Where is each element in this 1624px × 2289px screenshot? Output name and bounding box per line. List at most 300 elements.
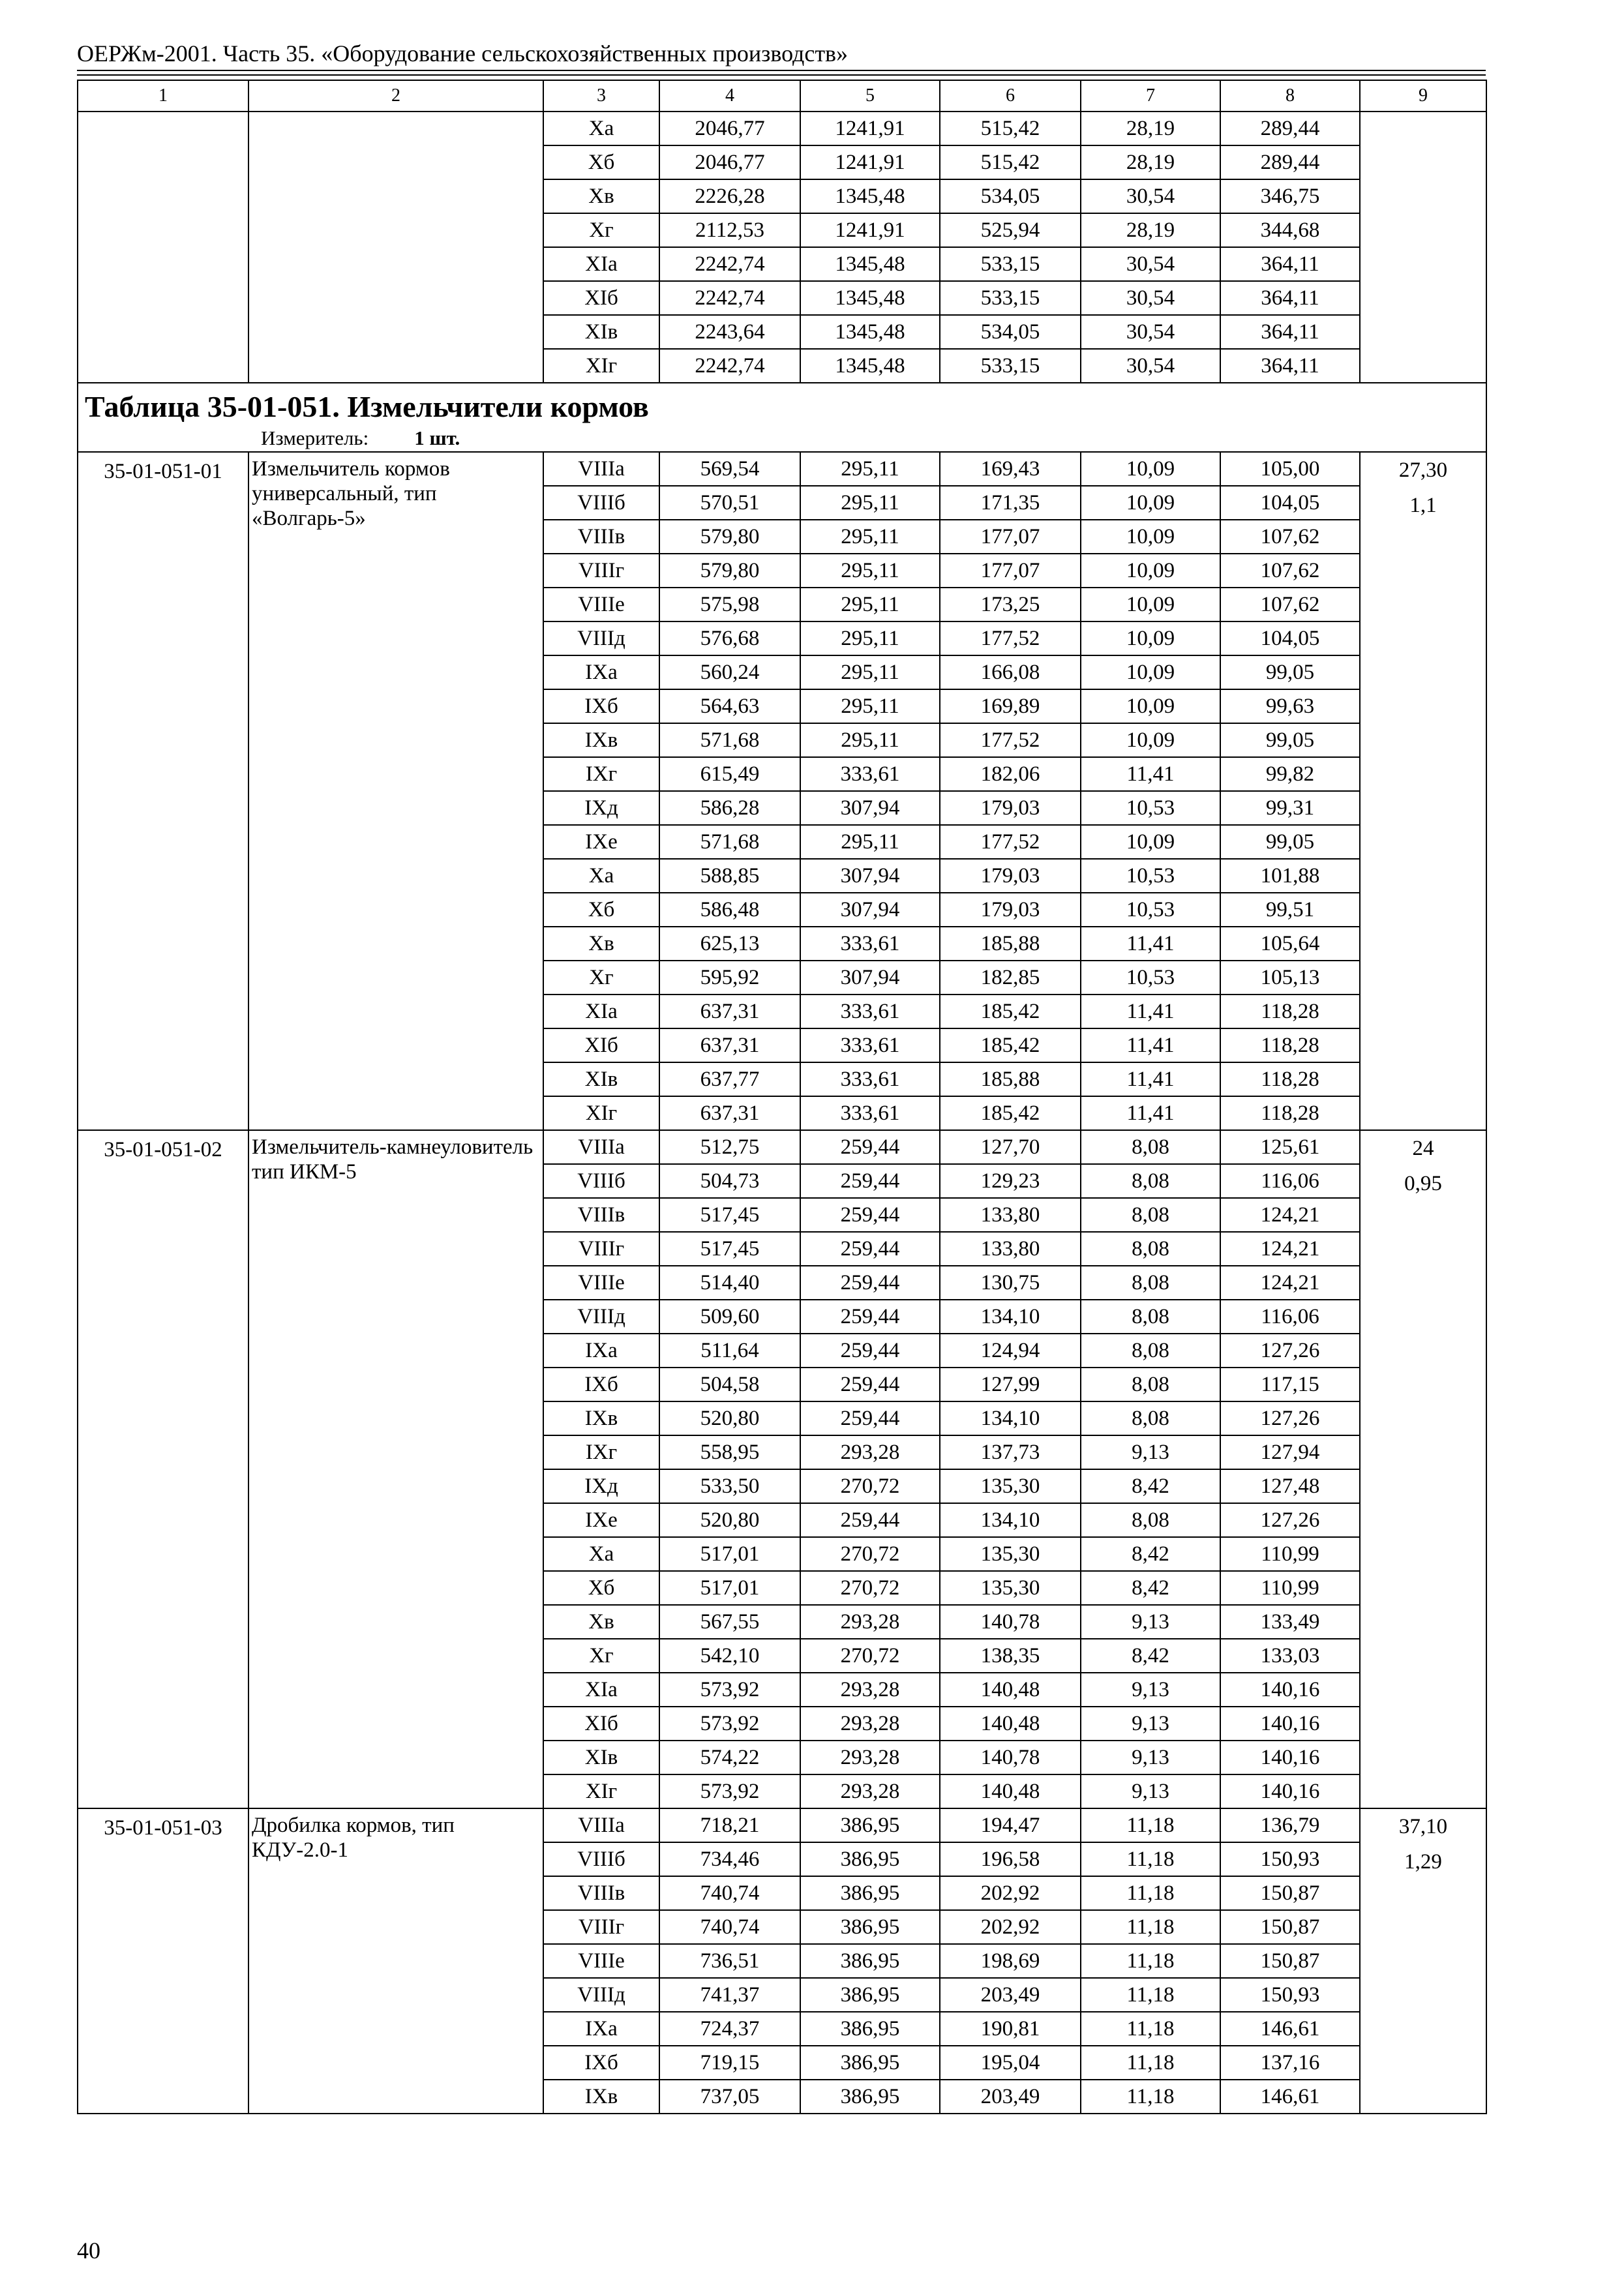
region-code-cell: IXд bbox=[543, 791, 659, 825]
value-cell: 169,43 bbox=[940, 452, 1081, 486]
region-code-cell: Xг bbox=[543, 1639, 659, 1673]
value-cell: 11,41 bbox=[1081, 1028, 1220, 1062]
region-code-cell: VIIIг bbox=[543, 1910, 659, 1944]
value-cell: 270,72 bbox=[800, 1639, 940, 1673]
value-cell: 344,68 bbox=[1220, 213, 1360, 247]
value-cell: 11,18 bbox=[1081, 2080, 1220, 2114]
column-9-value: 1,1 bbox=[1409, 494, 1437, 517]
column-number-row bbox=[78, 80, 1486, 112]
value-cell: 185,42 bbox=[940, 995, 1081, 1028]
column-number: 5 bbox=[800, 80, 940, 112]
value-cell: 10,09 bbox=[1081, 520, 1220, 554]
value-cell: 107,62 bbox=[1220, 554, 1360, 588]
value-cell: 137,73 bbox=[940, 1435, 1081, 1469]
region-code-cell: IXв bbox=[543, 723, 659, 757]
value-cell: 10,53 bbox=[1081, 893, 1220, 927]
column-number: 3 bbox=[543, 80, 659, 112]
value-cell: 8,08 bbox=[1081, 1300, 1220, 1334]
value-cell: 333,61 bbox=[800, 1062, 940, 1096]
region-code-cell: Xa bbox=[543, 1537, 659, 1571]
value-cell: 295,11 bbox=[800, 723, 940, 757]
region-code-cell: VIIIa bbox=[543, 1808, 659, 1842]
value-cell: 10,09 bbox=[1081, 486, 1220, 520]
value-cell: 177,52 bbox=[940, 723, 1081, 757]
value-cell: 11,18 bbox=[1081, 2046, 1220, 2080]
value-cell: 8,08 bbox=[1081, 1198, 1220, 1232]
item-name: Измельчитель кормов универсальный, тип «Волгарь-5» bbox=[248, 452, 543, 1130]
region-code-cell: Xб bbox=[543, 893, 659, 927]
value-cell: 105,13 bbox=[1220, 961, 1360, 995]
value-cell: 150,87 bbox=[1220, 1876, 1360, 1910]
value-cell: 195,04 bbox=[940, 2046, 1081, 2080]
value-cell: 364,11 bbox=[1220, 349, 1360, 383]
value-cell: 333,61 bbox=[800, 927, 940, 961]
region-code-cell: VIIIд bbox=[543, 621, 659, 655]
value-cell: 10,09 bbox=[1081, 452, 1220, 486]
value-cell: 293,28 bbox=[800, 1774, 940, 1808]
value-cell: 198,69 bbox=[940, 1944, 1081, 1978]
value-cell: 130,75 bbox=[940, 1266, 1081, 1300]
value-cell: 10,09 bbox=[1081, 621, 1220, 655]
value-cell: 129,23 bbox=[940, 1164, 1081, 1198]
value-cell: 2242,74 bbox=[659, 281, 800, 315]
value-cell: 127,48 bbox=[1220, 1469, 1360, 1503]
value-cell: 8,08 bbox=[1081, 1401, 1220, 1435]
value-cell: 740,74 bbox=[659, 1876, 800, 1910]
value-cell: 504,58 bbox=[659, 1368, 800, 1401]
value-cell: 127,26 bbox=[1220, 1503, 1360, 1537]
value-cell: 2242,74 bbox=[659, 349, 800, 383]
value-cell: 1345,48 bbox=[800, 281, 940, 315]
value-cell: 295,11 bbox=[800, 621, 940, 655]
column-number: 6 bbox=[940, 80, 1081, 112]
value-cell: 289,44 bbox=[1220, 112, 1360, 145]
column-number: 2 bbox=[248, 80, 543, 112]
value-cell: 11,41 bbox=[1081, 1062, 1220, 1096]
value-cell: 194,47 bbox=[940, 1808, 1081, 1842]
value-cell: 140,16 bbox=[1220, 1673, 1360, 1707]
value-cell: 8,42 bbox=[1081, 1537, 1220, 1571]
value-cell: 177,52 bbox=[940, 621, 1081, 655]
value-cell: 118,28 bbox=[1220, 1028, 1360, 1062]
value-cell: 140,16 bbox=[1220, 1707, 1360, 1741]
value-cell: 289,44 bbox=[1220, 145, 1360, 179]
value-cell: 8,42 bbox=[1081, 1639, 1220, 1673]
column-9-cell bbox=[1360, 452, 1486, 1130]
value-cell: 135,30 bbox=[940, 1469, 1081, 1503]
value-cell: 124,21 bbox=[1220, 1266, 1360, 1300]
value-cell: 10,53 bbox=[1081, 859, 1220, 893]
value-cell: 179,03 bbox=[940, 859, 1081, 893]
value-cell: 2226,28 bbox=[659, 179, 800, 213]
value-cell: 10,09 bbox=[1081, 588, 1220, 621]
column-number: 1 bbox=[78, 80, 248, 112]
value-cell: 99,05 bbox=[1220, 723, 1360, 757]
value-cell: 117,15 bbox=[1220, 1368, 1360, 1401]
value-cell: 515,42 bbox=[940, 145, 1081, 179]
value-cell: 2243,64 bbox=[659, 315, 800, 349]
region-code-cell: XIв bbox=[543, 1062, 659, 1096]
value-cell: 10,09 bbox=[1081, 723, 1220, 757]
value-cell: 386,95 bbox=[800, 1944, 940, 1978]
value-cell: 8,08 bbox=[1081, 1266, 1220, 1300]
region-code-cell: IXг bbox=[543, 757, 659, 791]
value-cell: 386,95 bbox=[800, 1910, 940, 1944]
column-9-value: 27,30 bbox=[1398, 458, 1448, 482]
value-cell: 140,16 bbox=[1220, 1741, 1360, 1774]
value-cell: 386,95 bbox=[800, 2046, 940, 2080]
value-cell: 569,54 bbox=[659, 452, 800, 486]
description-cell bbox=[248, 112, 543, 383]
value-cell: 10,09 bbox=[1081, 689, 1220, 723]
value-cell: 259,44 bbox=[800, 1164, 940, 1198]
value-cell: 140,48 bbox=[940, 1707, 1081, 1741]
column-number: 8 bbox=[1220, 80, 1360, 112]
value-cell: 333,61 bbox=[800, 1096, 940, 1130]
value-cell: 534,05 bbox=[940, 179, 1081, 213]
value-cell: 28,19 bbox=[1081, 213, 1220, 247]
value-cell: 259,44 bbox=[800, 1130, 940, 1164]
value-cell: 2242,74 bbox=[659, 247, 800, 281]
value-cell: 520,80 bbox=[659, 1401, 800, 1435]
header-rule bbox=[77, 74, 1486, 76]
value-cell: 586,28 bbox=[659, 791, 800, 825]
value-cell: 127,94 bbox=[1220, 1435, 1360, 1469]
value-cell: 177,07 bbox=[940, 554, 1081, 588]
value-cell: 110,99 bbox=[1220, 1571, 1360, 1605]
region-code-cell: IXд bbox=[543, 1469, 659, 1503]
value-cell: 133,80 bbox=[940, 1232, 1081, 1266]
region-code-cell: XIв bbox=[543, 315, 659, 349]
value-cell: 133,80 bbox=[940, 1198, 1081, 1232]
value-cell: 8,08 bbox=[1081, 1368, 1220, 1401]
region-code-cell: IXб bbox=[543, 689, 659, 723]
value-cell: 105,64 bbox=[1220, 927, 1360, 961]
item-name: Дробилка кормов, тип КДУ-2.0-1 bbox=[248, 1808, 543, 2114]
value-cell: 107,62 bbox=[1220, 588, 1360, 621]
value-cell: 138,35 bbox=[940, 1639, 1081, 1673]
value-cell: 150,93 bbox=[1220, 1842, 1360, 1876]
region-code-cell: IXa bbox=[543, 2012, 659, 2046]
value-cell: 30,54 bbox=[1081, 281, 1220, 315]
region-code-cell: VIIIв bbox=[543, 1198, 659, 1232]
table-row bbox=[78, 112, 1486, 145]
value-cell: 11,41 bbox=[1081, 1096, 1220, 1130]
column-9-cell bbox=[1360, 1808, 1486, 2114]
value-cell: 511,64 bbox=[659, 1334, 800, 1368]
value-cell: 364,11 bbox=[1220, 247, 1360, 281]
value-cell: 107,62 bbox=[1220, 520, 1360, 554]
region-code-cell: VIIIг bbox=[543, 1232, 659, 1266]
header-rule bbox=[77, 70, 1486, 71]
value-cell: 270,72 bbox=[800, 1469, 940, 1503]
value-cell: 564,63 bbox=[659, 689, 800, 723]
value-cell: 8,08 bbox=[1081, 1130, 1220, 1164]
value-cell: 737,05 bbox=[659, 2080, 800, 2114]
value-cell: 127,26 bbox=[1220, 1334, 1360, 1368]
value-cell: 386,95 bbox=[800, 2080, 940, 2114]
value-cell: 185,88 bbox=[940, 1062, 1081, 1096]
value-cell: 11,18 bbox=[1081, 1910, 1220, 1944]
region-code-cell: IXe bbox=[543, 825, 659, 859]
value-cell: 637,31 bbox=[659, 995, 800, 1028]
value-cell: 533,15 bbox=[940, 281, 1081, 315]
value-cell: 11,41 bbox=[1081, 757, 1220, 791]
region-code-cell: Xг bbox=[543, 961, 659, 995]
value-cell: 595,92 bbox=[659, 961, 800, 995]
value-cell: 270,72 bbox=[800, 1537, 940, 1571]
value-cell: 10,09 bbox=[1081, 554, 1220, 588]
value-cell: 307,94 bbox=[800, 791, 940, 825]
value-cell: 1345,48 bbox=[800, 315, 940, 349]
region-code-cell: IXe bbox=[543, 1503, 659, 1537]
column-number: 9 bbox=[1360, 80, 1486, 112]
value-cell: 8,08 bbox=[1081, 1164, 1220, 1198]
value-cell: 137,16 bbox=[1220, 2046, 1360, 2080]
value-cell: 295,11 bbox=[800, 520, 940, 554]
value-cell: 10,53 bbox=[1081, 791, 1220, 825]
item-code: 35-01-051-03 bbox=[78, 1808, 248, 2114]
value-cell: 517,45 bbox=[659, 1198, 800, 1232]
value-cell: 169,89 bbox=[940, 689, 1081, 723]
value-cell: 10,53 bbox=[1081, 961, 1220, 995]
value-cell: 182,06 bbox=[940, 757, 1081, 791]
value-cell: 346,75 bbox=[1220, 179, 1360, 213]
value-cell: 364,11 bbox=[1220, 281, 1360, 315]
value-cell: 1345,48 bbox=[800, 179, 940, 213]
value-cell: 11,18 bbox=[1081, 2012, 1220, 2046]
value-cell: 293,28 bbox=[800, 1605, 940, 1639]
value-cell: 573,92 bbox=[659, 1774, 800, 1808]
region-code-cell: Xб bbox=[543, 1571, 659, 1605]
value-cell: 259,44 bbox=[800, 1232, 940, 1266]
value-cell: 179,03 bbox=[940, 893, 1081, 927]
value-cell: 512,75 bbox=[659, 1130, 800, 1164]
region-code-cell: IXб bbox=[543, 2046, 659, 2080]
value-cell: 11,41 bbox=[1081, 927, 1220, 961]
value-cell: 133,03 bbox=[1220, 1639, 1360, 1673]
unit-value: 1 шт. bbox=[414, 426, 460, 449]
value-cell: 533,50 bbox=[659, 1469, 800, 1503]
value-cell: 104,05 bbox=[1220, 621, 1360, 655]
value-cell: 182,85 bbox=[940, 961, 1081, 995]
value-cell: 293,28 bbox=[800, 1435, 940, 1469]
value-cell: 9,13 bbox=[1081, 1673, 1220, 1707]
table-row bbox=[78, 452, 1486, 486]
column-9-value: 0,95 bbox=[1404, 1172, 1442, 1195]
value-cell: 520,80 bbox=[659, 1503, 800, 1537]
region-code-cell: VIIIe bbox=[543, 1944, 659, 1978]
value-cell: 135,30 bbox=[940, 1537, 1081, 1571]
value-cell: 134,10 bbox=[940, 1503, 1081, 1537]
value-cell: 534,05 bbox=[940, 315, 1081, 349]
column-number: 7 bbox=[1081, 80, 1220, 112]
value-cell: 533,15 bbox=[940, 349, 1081, 383]
table-row bbox=[78, 1808, 1486, 1842]
column-9-cell bbox=[1360, 1130, 1486, 1808]
value-cell: 177,07 bbox=[940, 520, 1081, 554]
value-cell: 185,42 bbox=[940, 1028, 1081, 1062]
value-cell: 8,08 bbox=[1081, 1232, 1220, 1266]
item-code: 35-01-051-02 bbox=[78, 1130, 248, 1808]
value-cell: 10,09 bbox=[1081, 655, 1220, 689]
value-cell: 259,44 bbox=[800, 1401, 940, 1435]
value-cell: 118,28 bbox=[1220, 1096, 1360, 1130]
value-cell: 196,58 bbox=[940, 1842, 1081, 1876]
value-cell: 2112,53 bbox=[659, 213, 800, 247]
value-cell: 202,92 bbox=[940, 1910, 1081, 1944]
value-cell: 116,06 bbox=[1220, 1164, 1360, 1198]
value-cell: 136,79 bbox=[1220, 1808, 1360, 1842]
value-cell: 9,13 bbox=[1081, 1741, 1220, 1774]
value-cell: 560,24 bbox=[659, 655, 800, 689]
value-cell: 28,19 bbox=[1081, 112, 1220, 145]
region-code-cell: VIIIб bbox=[543, 1164, 659, 1198]
value-cell: 127,26 bbox=[1220, 1401, 1360, 1435]
value-cell: 134,10 bbox=[940, 1401, 1081, 1435]
region-code-cell: IXa bbox=[543, 655, 659, 689]
value-cell: 333,61 bbox=[800, 995, 940, 1028]
value-cell: 134,10 bbox=[940, 1300, 1081, 1334]
value-cell: 1241,91 bbox=[800, 145, 940, 179]
value-cell: 8,42 bbox=[1081, 1469, 1220, 1503]
value-cell: 295,11 bbox=[800, 486, 940, 520]
value-cell: 185,42 bbox=[940, 1096, 1081, 1130]
value-cell: 570,51 bbox=[659, 486, 800, 520]
value-cell: 586,48 bbox=[659, 893, 800, 927]
value-cell: 99,51 bbox=[1220, 893, 1360, 927]
value-cell: 525,94 bbox=[940, 213, 1081, 247]
page-number: 40 bbox=[77, 2237, 100, 2264]
value-cell: 202,92 bbox=[940, 1876, 1081, 1910]
value-cell: 124,21 bbox=[1220, 1198, 1360, 1232]
unit-label: Измеритель: bbox=[261, 426, 369, 449]
value-cell: 574,22 bbox=[659, 1741, 800, 1774]
value-cell: 259,44 bbox=[800, 1368, 940, 1401]
value-cell: 718,21 bbox=[659, 1808, 800, 1842]
table-row bbox=[78, 1130, 1486, 1164]
item-code: 35-01-051-01 bbox=[78, 452, 248, 1130]
value-cell: 509,60 bbox=[659, 1300, 800, 1334]
value-cell: 124,94 bbox=[940, 1334, 1081, 1368]
value-cell: 625,13 bbox=[659, 927, 800, 961]
value-cell: 386,95 bbox=[800, 1808, 940, 1842]
value-cell: 270,72 bbox=[800, 1571, 940, 1605]
table-title-row bbox=[78, 383, 1486, 452]
value-cell: 99,31 bbox=[1220, 791, 1360, 825]
region-code-cell: VIIIe bbox=[543, 588, 659, 621]
region-code-cell: VIIIб bbox=[543, 486, 659, 520]
value-cell: 203,49 bbox=[940, 1978, 1081, 2012]
region-code-cell: VIIIг bbox=[543, 554, 659, 588]
value-cell: 9,13 bbox=[1081, 1605, 1220, 1639]
value-cell: 135,30 bbox=[940, 1571, 1081, 1605]
value-cell: 1241,91 bbox=[800, 112, 940, 145]
region-code-cell: IXa bbox=[543, 1334, 659, 1368]
value-cell: 307,94 bbox=[800, 961, 940, 995]
value-cell: 295,11 bbox=[800, 689, 940, 723]
value-cell: 567,55 bbox=[659, 1605, 800, 1639]
column-9-value: 1,29 bbox=[1404, 1850, 1442, 1874]
region-code-cell: XIв bbox=[543, 1741, 659, 1774]
region-code-cell: XIб bbox=[543, 1707, 659, 1741]
region-code-cell: VIIIб bbox=[543, 1842, 659, 1876]
value-cell: 386,95 bbox=[800, 1876, 940, 1910]
value-cell: 8,08 bbox=[1081, 1334, 1220, 1368]
value-cell: 515,42 bbox=[940, 112, 1081, 145]
value-cell: 333,61 bbox=[800, 1028, 940, 1062]
column-9-value: 37,10 bbox=[1398, 1815, 1448, 1838]
value-cell: 293,28 bbox=[800, 1673, 940, 1707]
value-cell: 116,06 bbox=[1220, 1300, 1360, 1334]
region-code-cell: XIб bbox=[543, 281, 659, 315]
region-code-cell: VIIIe bbox=[543, 1266, 659, 1300]
value-cell: 124,21 bbox=[1220, 1232, 1360, 1266]
value-cell: 514,40 bbox=[659, 1266, 800, 1300]
value-cell: 579,80 bbox=[659, 554, 800, 588]
region-code-cell: VIIIa bbox=[543, 452, 659, 486]
region-code-cell: VIIIв bbox=[543, 1876, 659, 1910]
value-cell: 571,68 bbox=[659, 723, 800, 757]
value-cell: 104,05 bbox=[1220, 486, 1360, 520]
value-cell: 30,54 bbox=[1081, 247, 1220, 281]
value-cell: 517,01 bbox=[659, 1571, 800, 1605]
region-code-cell: XIa bbox=[543, 247, 659, 281]
item-name: Измельчитель-камнеуловитель тип ИКМ-5 bbox=[248, 1130, 543, 1808]
value-cell: 101,88 bbox=[1220, 859, 1360, 893]
value-cell: 1241,91 bbox=[800, 213, 940, 247]
region-code-cell: Xa bbox=[543, 112, 659, 145]
region-code-cell: XIг bbox=[543, 1774, 659, 1808]
value-cell: 173,25 bbox=[940, 588, 1081, 621]
value-cell: 386,95 bbox=[800, 1978, 940, 2012]
value-cell: 736,51 bbox=[659, 1944, 800, 1978]
value-cell: 8,42 bbox=[1081, 1571, 1220, 1605]
region-code-cell: Xa bbox=[543, 859, 659, 893]
value-cell: 125,61 bbox=[1220, 1130, 1360, 1164]
region-code-cell: VIIIa bbox=[543, 1130, 659, 1164]
value-cell: 30,54 bbox=[1081, 179, 1220, 213]
value-cell: 185,88 bbox=[940, 927, 1081, 961]
value-cell: 11,18 bbox=[1081, 1944, 1220, 1978]
region-code-cell: IXг bbox=[543, 1435, 659, 1469]
document-header: ОЕРЖм-2001. Часть 35. «Оборудование сельскохозяйственных производств» bbox=[77, 40, 849, 67]
table-title: Таблица 35-01-051. Измельчители кормов bbox=[85, 390, 649, 423]
value-cell: 295,11 bbox=[800, 588, 940, 621]
region-code-cell: VIIIд bbox=[543, 1978, 659, 2012]
value-cell: 259,44 bbox=[800, 1334, 940, 1368]
value-cell: 259,44 bbox=[800, 1503, 940, 1537]
value-cell: 30,54 bbox=[1081, 315, 1220, 349]
value-cell: 30,54 bbox=[1081, 349, 1220, 383]
value-cell: 386,95 bbox=[800, 1842, 940, 1876]
unit-line bbox=[85, 425, 1479, 451]
region-code-cell: XIб bbox=[543, 1028, 659, 1062]
value-cell: 517,01 bbox=[659, 1537, 800, 1571]
region-code-cell: VIIIд bbox=[543, 1300, 659, 1334]
value-cell: 2046,77 bbox=[659, 145, 800, 179]
value-cell: 637,31 bbox=[659, 1028, 800, 1062]
value-cell: 293,28 bbox=[800, 1707, 940, 1741]
region-code-cell: XIг bbox=[543, 1096, 659, 1130]
value-cell: 504,73 bbox=[659, 1164, 800, 1198]
value-cell: 118,28 bbox=[1220, 995, 1360, 1028]
value-cell: 140,78 bbox=[940, 1605, 1081, 1639]
value-cell: 190,81 bbox=[940, 2012, 1081, 2046]
value-cell: 295,11 bbox=[800, 554, 940, 588]
value-cell: 259,44 bbox=[800, 1266, 940, 1300]
rates-table-body bbox=[78, 80, 1486, 2114]
